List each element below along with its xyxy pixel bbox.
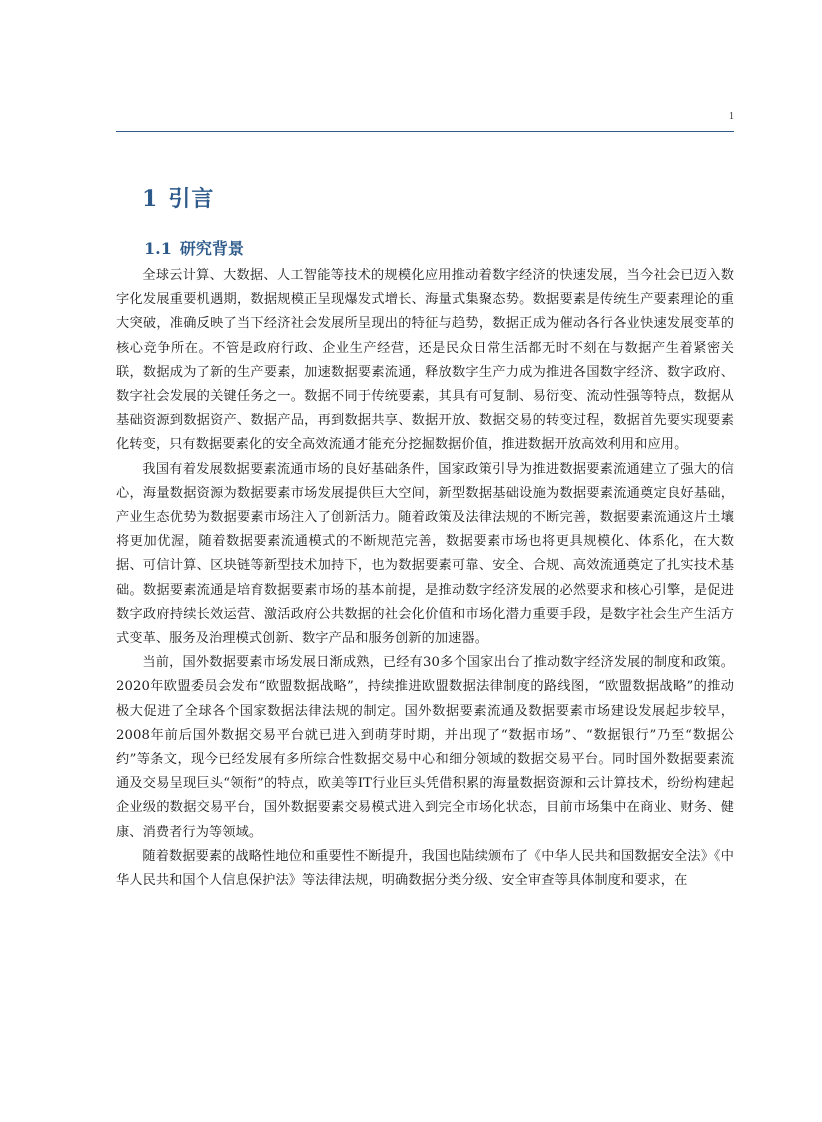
header-rule <box>116 131 734 132</box>
paragraph: 全球云计算、大数据、人工智能等技术的规模化应用推动着数字经济的快速发展，当今社会已迈入数字化发展重要机遇期，数据规模正呈现爆发式增长、海量式集聚态势。数据要素是传统生产要素理论的重大突破，准确反映了当下经济社会发展所呈现出的特征与趋势，数据正成为催动各行各业快速发展变革的核心竞争所在。不管是政府行政、企业生产经营，还是民众日常生活都无时不刻在与数据产生着紧密关联，数据成为了新的生产要素，加速数据要素流通，释放数字生产力成为推进各国数字经济、数字政府、数字社会发展的关键任务之一。数据不同于传统要素，其具有可复制、易衍变、流动性强等特点，数据从基础资源到数据资产、数据产品，再到数据共享、数据开放、数据交易的转变过程，数据首先要实现要素化转变，只有数据要素化的安全高效流通才能充分挖掘数据价值，推进数据开放高效利用和应用。 <box>116 268 734 453</box>
section-title-text: 研究背景 <box>179 239 244 258</box>
chapter-number: 1 <box>142 186 159 212</box>
chapter-title-text: 引言 <box>168 186 215 212</box>
paragraph: 我国有着发展数据要素流通市场的良好基础条件，国家政策引导为推进数据要素流通建立了强大的信心，海量数据资源为数据要素市场发展提供巨大空间，新型数据基础设施为数据要素流通奠定良好基础，产业生态优势为数据要素市场注入了创新活力。随着政策及法律法规的不断完善，数据要素流通这片土壤将更加优渥，随着数据要素流通模式的不断规范完善，数据要素市场也将更具规模化、体系化，在大数据、可信计算、区块链等新型技术加持下，也为数据要素可靠、安全、合规、高效流通奠定了扎实技术基础。数据要素流通是培育数据要素市场的基本前提，是推动数字经济发展的必然要求和核心引擎，是促进数字政府持续长效运营、激活政府公共数据的社会化价值和市场化潜力重要手段，是数字社会生产生活方式变革、服务及治理模式创新、数字产品和服务创新的加速器。 <box>116 461 734 647</box>
section-number: 1.1 <box>144 239 172 258</box>
section-title <box>144 239 244 258</box>
page-number: 1 <box>729 111 734 122</box>
body-text <box>116 264 734 893</box>
paragraph: 当前，国外数据要素市场发展日渐成熟，已经有30多个国家出台了推动数字经济发展的制度和政策。2020年欧盟委员会发布“欧盟数据战略”，持续推进欧盟数据法律制度的路线图，“欧盟数据战略”的推动极大促进了全球各个国家数据法律法规的制定。国外数据要素流通及数据要素市场建设发展起步较早，2008年前后国外数据交易平台就已进入到萌芽时期，并出现了“数据市场”、“数据银行”乃至“数据公约”等条文，现今已经发展有多所综合性数据交易中心和细分领域的数据交易平台。同时国外数据要素流通及交易呈现巨头“领衔”的特点，欧美等IT行业巨头凭借积累的海量数据资源和云计算技术，纷纷构建起企业级的数据交易平台，国外数据要素交易模式进入到完全市场化状态，目前市场集中在商业、财务、健康、消费者行为等领域。 <box>116 655 734 840</box>
chapter-title <box>142 186 214 212</box>
paragraph: 随着数据要素的战略性地位和重要性不断提升，我国也陆续颁布了《中华人民共和国数据安全法》《中华人民共和国个人信息保护法》等法律法规，明确数据分类分级、安全审查等具体制度和要求，在 <box>116 848 734 889</box>
